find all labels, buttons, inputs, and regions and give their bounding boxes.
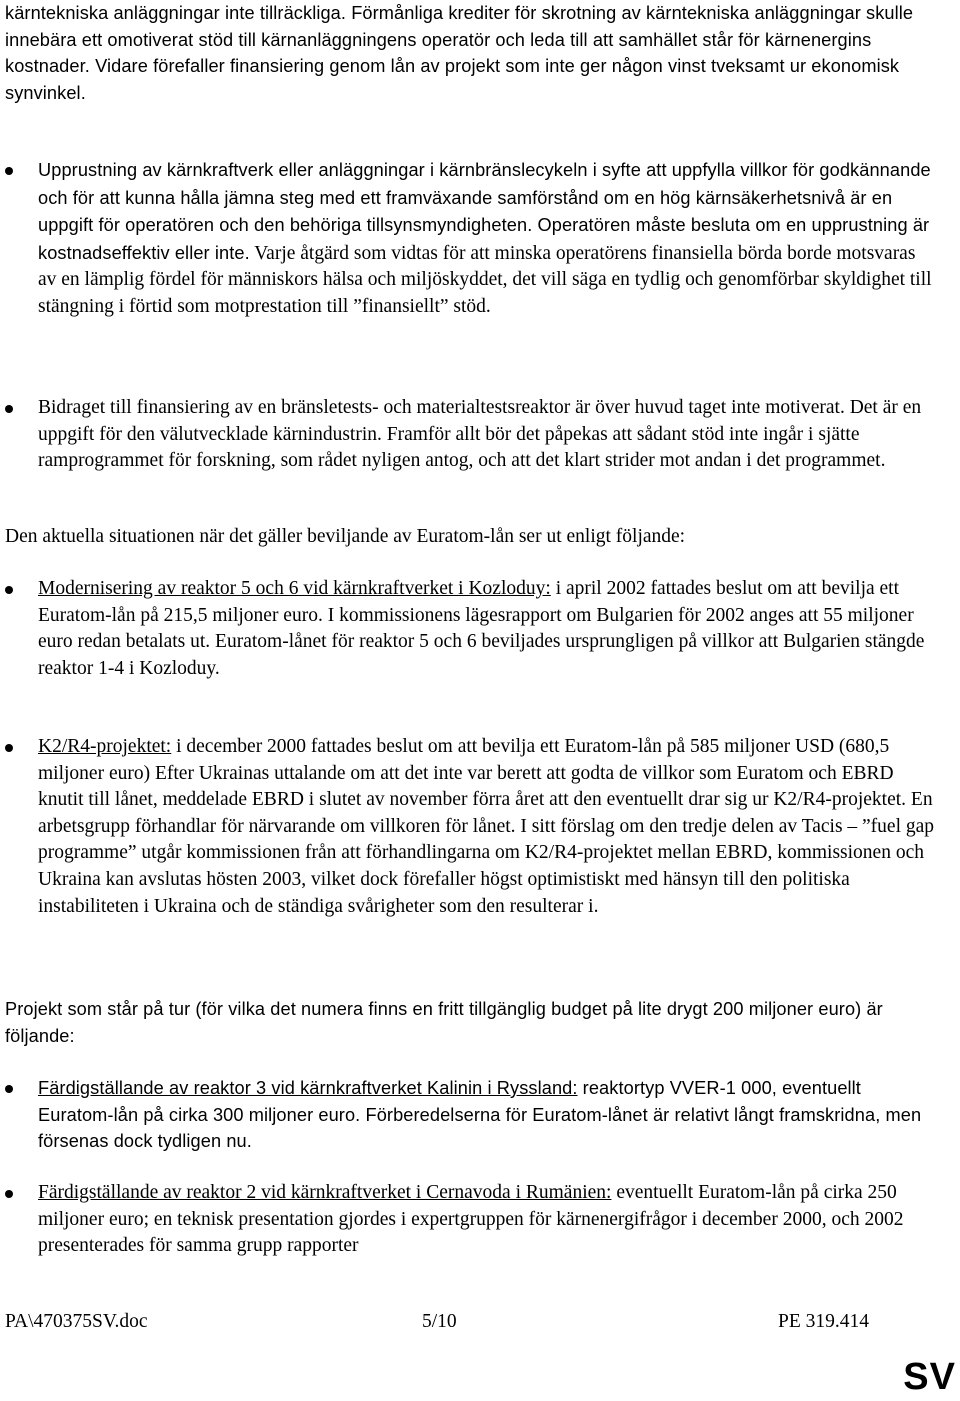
page-footer bbox=[0, 1309, 960, 1335]
footer-page-number: 5/10 bbox=[422, 1311, 457, 1332]
project-text: eventuellt Euratom-lån på cirka 250 miljoner euro; en teknisk presentation gjordes i expertgruppen för kärnenergifrågor i december 2000, och 2002 presenterades för samma grupp rapporter bbox=[38, 1182, 904, 1257]
project-text: reaktortyp VVER-1 000, eventuellt Euratom-lån på cirka 300 miljoner euro. Förberedelserna för Euratom-lånet är relativt långt framskridna, men försenas dock tydligen nu. bbox=[38, 1078, 922, 1152]
bullet-icon bbox=[5, 744, 13, 752]
opening-paragraph: kärntekniska anläggningar inte tillräckliga. Förmånliga krediter för skrotning av kärntekniska anläggningar skulle innebära ett omotiverat stöd till kärnanläggningens operatör och leda till att samhället står för kärnenergins kostnader. Vidare förefaller finansiering genom lån av projekt som inte ger någon vinst tveksamt ur ekonomisk synvinkel. bbox=[5, 3, 914, 103]
loan-heading: Modernisering av reaktor 5 och 6 vid kärnkraftverket i Kozloduy: bbox=[38, 578, 551, 599]
footer-doc-ref: PA\470375SV.doc bbox=[5, 1311, 148, 1332]
bullet-text: Bidraget till finansiering av en bränsletests- och materialtestsreaktor är över huvud taget inte motiverat. Det är en uppgift för den välutvecklade kärnindustrin. Framför allt bör det påpekas att sådant stöd inte ingår i sjätte ramprogrammet för forskning, som rådet nyligen antog, och att det klart strider mot andan i det programmet. bbox=[38, 397, 922, 472]
upgrade-text-serif: Varje åtgärd som vidtas för att minska operatörens finansiella börda borde motsvaras av en lämplig fördel för människors hälsa och miljöskyddet, det vill säga en tydlig och genomförbar skyldighet till stängning i förtid som motprestation till ”finansiellt” stöd. bbox=[38, 242, 932, 317]
bullet-text bbox=[38, 1075, 938, 1155]
loan-text: i april 2002 fattades beslut om att bevilja ett Euratom-lån på 215,5 miljoner euro. I kommissionens lägesrapport om Bulgarien för 2002 anges att 55 miljoner euro redan betalats ut. Euratom-lånet för reaktor 5 och 6 beviljades ursprungligen på villkor att Bulgarien stängde reaktor 1-4 i Kozloduy. bbox=[38, 578, 925, 679]
loan-heading: K2/R4-projektet: bbox=[38, 736, 172, 757]
footer-pe-number: PE 319.414 bbox=[778, 1311, 870, 1332]
project-heading: Färdigställande av reaktor 3 vid kärnkraftverket Kalinin i Ryssland: bbox=[38, 1078, 578, 1098]
bullet-icon bbox=[5, 586, 13, 594]
project-heading: Färdigställande av reaktor 2 vid kärnkraftverket i Cernavoda i Rumänien: bbox=[38, 1182, 612, 1203]
current-situation-intro: Den aktuella situationen när det gäller beviljande av Euratom-lån ser ut enligt följande: bbox=[5, 526, 686, 547]
upgrade-text-sans: Upprustning av kärnkraftverk eller anläggningar i kärnbränslecykeln i syfte att uppfylla villkor för godkännande och för att kunna hålla jämna steg med ett framväxande samförstånd om en hög kärnsäkerhetsnivå är en uppgift för operatören och den behöriga tillsynsmyndigheten. Operatören måste besluta om en upprustning är kostnadseffektiv eller inte. bbox=[38, 160, 931, 263]
bullet-icon bbox=[5, 405, 13, 413]
upcoming-intro: Projekt som står på tur (för vilka det numera finns en fritt tillgänglig budget på lite drygt 200 miljoner euro) är följande: bbox=[5, 999, 883, 1046]
bullet-text bbox=[38, 157, 938, 321]
bullet-text bbox=[38, 576, 938, 682]
bullet-icon bbox=[5, 1085, 13, 1093]
bullet-text bbox=[38, 1180, 938, 1260]
bullet-icon bbox=[5, 1190, 13, 1198]
loan-text: i december 2000 fattades beslut om att bevilja ett Euratom-lån på 585 miljoner USD (680,5 miljoner euro) Efter Ukrainas uttalande om att det inte var berett att godta de villkor som Euratom och EBRD knutit till lånet, meddelade EBRD i slutet av november förra året att den eventuellt drar sig ur K2/R4-projektet. En arbetsgrupp förhandlar för närvarande om villkoren för lånet. I sitt förslag om den tredje delen av Tacis – ”fuel gap programme” utgår kommissionen från att förhandlingarna om K2/R4-projektet mellan EBRD, kommissionen och Ukraina kan avslutas hösten 2003, vilket dock förefaller högst optimistiskt med hänsyn till den politiska instabiliteten i Ukraina och de ständiga svårigheter som den resulterar i. bbox=[38, 736, 935, 917]
bullet-icon bbox=[5, 167, 13, 175]
language-mark: SV bbox=[903, 1356, 956, 1398]
bullet-text bbox=[38, 734, 938, 920]
